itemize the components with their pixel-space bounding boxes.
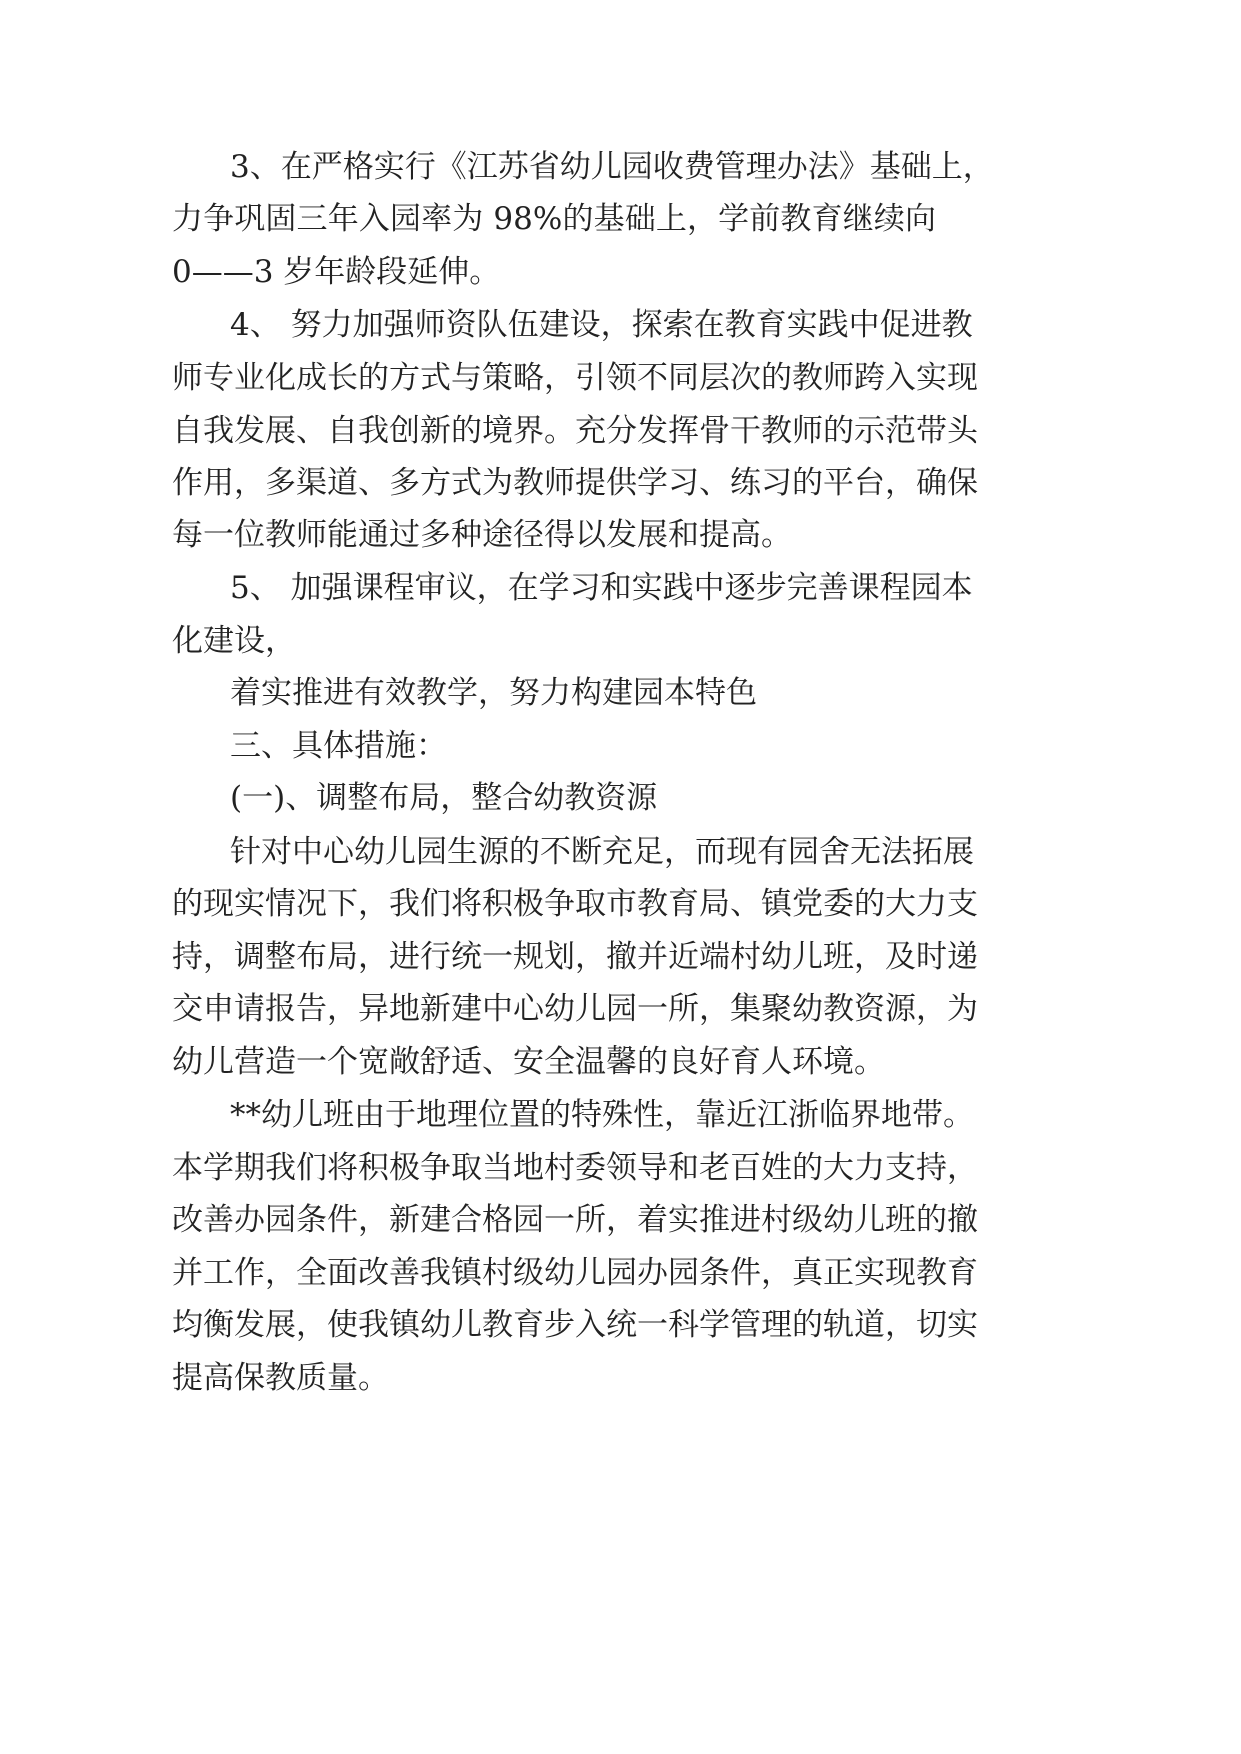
text-line: 着实推进有效教学，努力构建园本特色	[230, 675, 757, 711]
text-line: 3、在严格实行《江苏省幼儿园收费管理办法》基础上，	[230, 149, 994, 185]
text-line: 均衡发展，使我镇幼儿教育步入统一科学管理的轨道，切实	[172, 1307, 978, 1343]
text-line: 化建设，	[172, 623, 296, 659]
text-line: **幼儿班由于地理位置的特殊性，靠近江浙临界地带。	[230, 1097, 974, 1133]
text-line: 5、 加强课程审议，在学习和实践中逐步完善课程园本	[230, 570, 973, 606]
text-line: 师专业化成长的方式与策略，引领不同层次的教师跨入实现	[172, 360, 978, 396]
subsection-heading: (一)、调整布局，整合幼教资源	[230, 780, 658, 816]
text-line: 持，调整布局，进行统一规划，撤并近端村幼儿班，及时递	[172, 939, 978, 975]
text-line: 改善办园条件，新建合格园一所，着实推进村级幼儿班的撤	[172, 1202, 978, 1238]
text-line: 并工作，全面改善我镇村级幼儿园办园条件，真正实现教育	[172, 1255, 978, 1291]
text-line: 作用，多渠道、多方式为教师提供学习、练习的平台，确保	[172, 465, 978, 501]
text-line: 本学期我们将积极争取当地村委领导和老百姓的大力支持，	[172, 1150, 978, 1186]
text-line: 自我发展、自我创新的境界。充分发挥骨干教师的示范带头	[172, 413, 978, 449]
text-line: 力争巩固三年入园率为 98%的基础上，学前教育继续向	[172, 201, 936, 237]
text-line: 的现实情况下，我们将积极争取市教育局、镇党委的大力支	[172, 886, 978, 922]
text-line: 0——3 岁年龄段延伸。	[172, 254, 501, 290]
text-line: 针对中心幼儿园生源的不断充足，而现有园舍无法拓展	[230, 834, 974, 870]
text-line: 4、 努力加强师资队伍建设，探索在教育实践中促进教	[230, 307, 973, 343]
text-line: 幼儿营造一个宽敞舒适、安全温馨的良好育人环境。	[172, 1044, 885, 1080]
text-line: 交申请报告，异地新建中心幼儿园一所，集聚幼教资源，为	[172, 991, 978, 1027]
section-heading: 三、具体措施：	[230, 728, 447, 764]
text-line: 提高保教质量。	[172, 1360, 389, 1396]
text-line: 每一位教师能通过多种途径得以发展和提高。	[172, 517, 792, 553]
